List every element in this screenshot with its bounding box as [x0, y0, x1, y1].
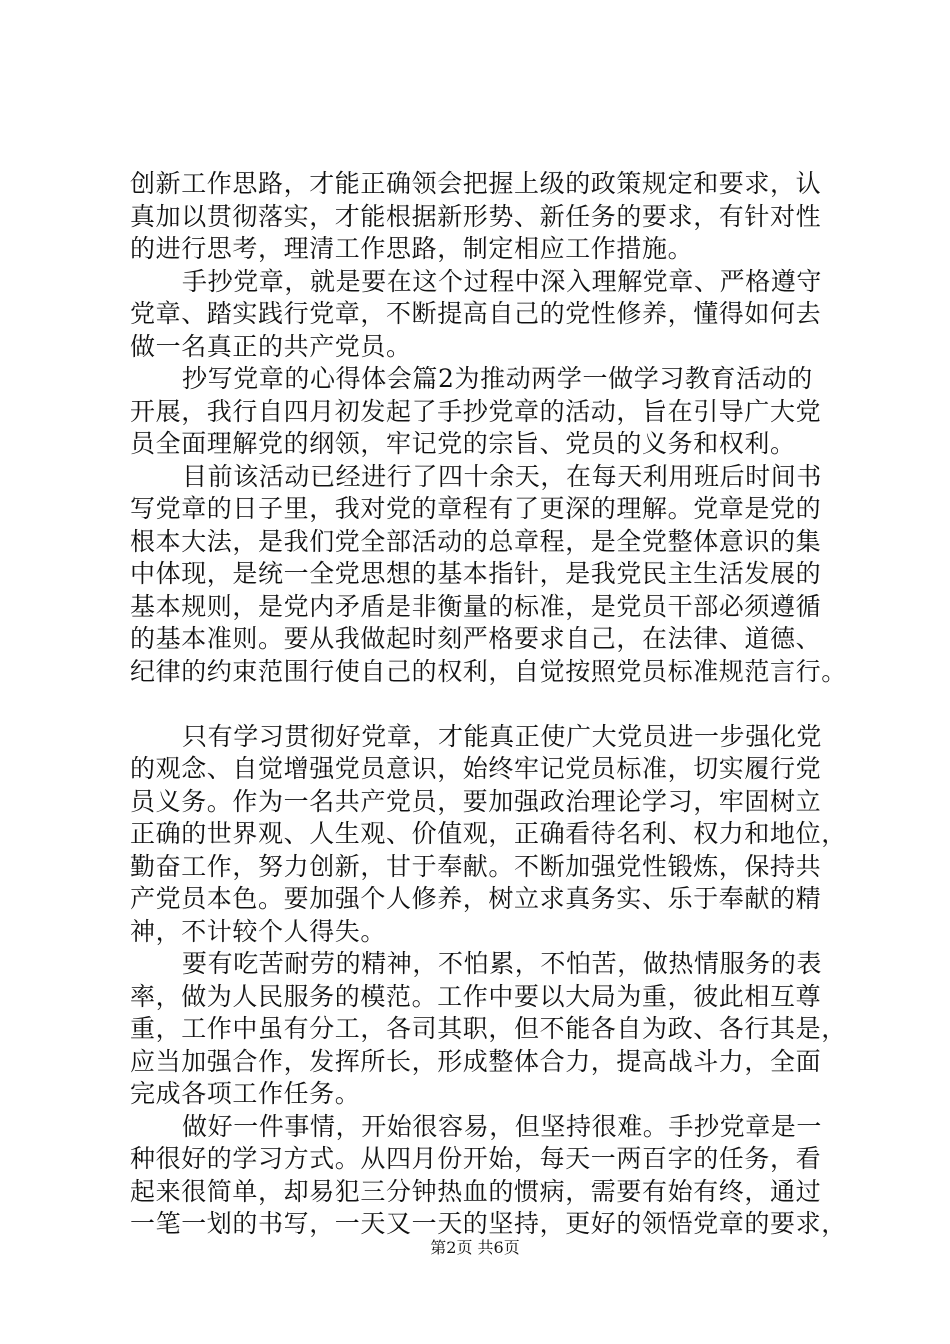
text-line: 种很好的学习方式。从四月份开始，每天一两百字的任务，看	[130, 1144, 822, 1173]
paragraph-start-line: 目前该活动已经进行了四十余天，在每天利用班后时间书	[182, 461, 823, 491]
paragraph-start-line: 手抄党章，就是要在这个过程中深入理解党章、严格遵守	[182, 266, 823, 296]
text-line: 勤奋工作，努力创新，甘于奉献。不断加强党性锻炼，保持共	[130, 851, 822, 881]
paragraph-start-line: 要有吃苦耐劳的精神，不怕累，不怕苦，做热情服务的表	[182, 949, 823, 978]
text-line: 产党员本色。要加强个人修养，树立求真务实、乐于奉献的精	[130, 884, 822, 913]
text-line: 根本大法，是我们党全部活动的总章程，是全党整体意识的集	[130, 526, 822, 556]
text-line: 重，工作中虽有分工，各司其职，但不能各自为政、各行其是，	[130, 1014, 847, 1043]
text-line: 党章、踏实践行党章，不断提高自己的党性修养，懂得如何去	[130, 299, 822, 328]
text-line: 完成各项工作任务。	[130, 1079, 361, 1108]
text-line: 员义务。作为一名共产党员，要加强政治理论学习，牢固树立	[130, 786, 822, 816]
text-line: 率，做为人民服务的模范。工作中要以大局为重，彼此相互尊	[130, 981, 822, 1011]
text-line: 创新工作思路，才能正确领会把握上级的政策规定和要求，认	[130, 169, 822, 198]
text-line: 的进行思考，理清工作思路，制定相应工作措施。	[130, 234, 694, 263]
text-line: 基本规则，是党内矛盾是非衡量的标准，是党员干部必须遵循	[130, 591, 822, 621]
text-line: 员全面理解党的纲领，牢记党的宗旨、党员的义务和权利。	[130, 429, 796, 458]
document-body	[130, 168, 847, 1241]
text-line: 做一名真正的共产党员。	[130, 331, 412, 361]
text-line: 起来很简单，却易犯三分钟热血的惯病，需要有始有终，通过	[130, 1176, 822, 1206]
text-line: 写党章的日子里，我对党的章程有了更深的理解。党章是党的	[130, 494, 822, 523]
text-line: 一笔一划的书写，一天又一天的坚持，更好的领悟党章的要求，	[130, 1209, 847, 1238]
page-number-footer: 第2页 共6页	[430, 1238, 520, 1257]
text-line: 的基本准则。要从我做起时刻严格要求自己，在法律、道德、	[130, 624, 822, 653]
text-line: 开展，我行自四月初发起了手抄党章的活动，旨在引导广大党	[130, 396, 822, 426]
text-line: 真加以贯彻落实，才能根据新形势、新任务的要求，有针对性	[130, 201, 822, 231]
paragraph-start-line: 抄写党章的心得体会篇2为推动两学一做学习教育活动的	[182, 364, 813, 393]
blank-line	[130, 688, 840, 721]
text-line: 中体现，是统一全党思想的基本指针，是我党民主生活发展的	[130, 559, 822, 588]
text-line: 应当加强合作，发挥所长，形成整体合力，提高战斗力，全面	[130, 1046, 822, 1076]
text-line: 正确的世界观、人生观、价值观，正确看待名利、权力和地位，	[130, 819, 847, 848]
text-line: 神，不计较个人得失。	[130, 916, 387, 946]
paragraph-start-line: 做好一件事情，开始很容易，但坚持很难。手抄党章是一	[182, 1111, 823, 1141]
text-line: 纪律的约束范围行使自己的权利，自觉按照党员标准规范言行。	[130, 656, 847, 686]
text-line: 的观念、自觉增强党员意识，始终牢记党员标准，切实履行党	[130, 754, 822, 783]
paragraph-start-line: 只有学习贯彻好党章，才能真正使广大党员进一步强化党	[182, 721, 823, 751]
